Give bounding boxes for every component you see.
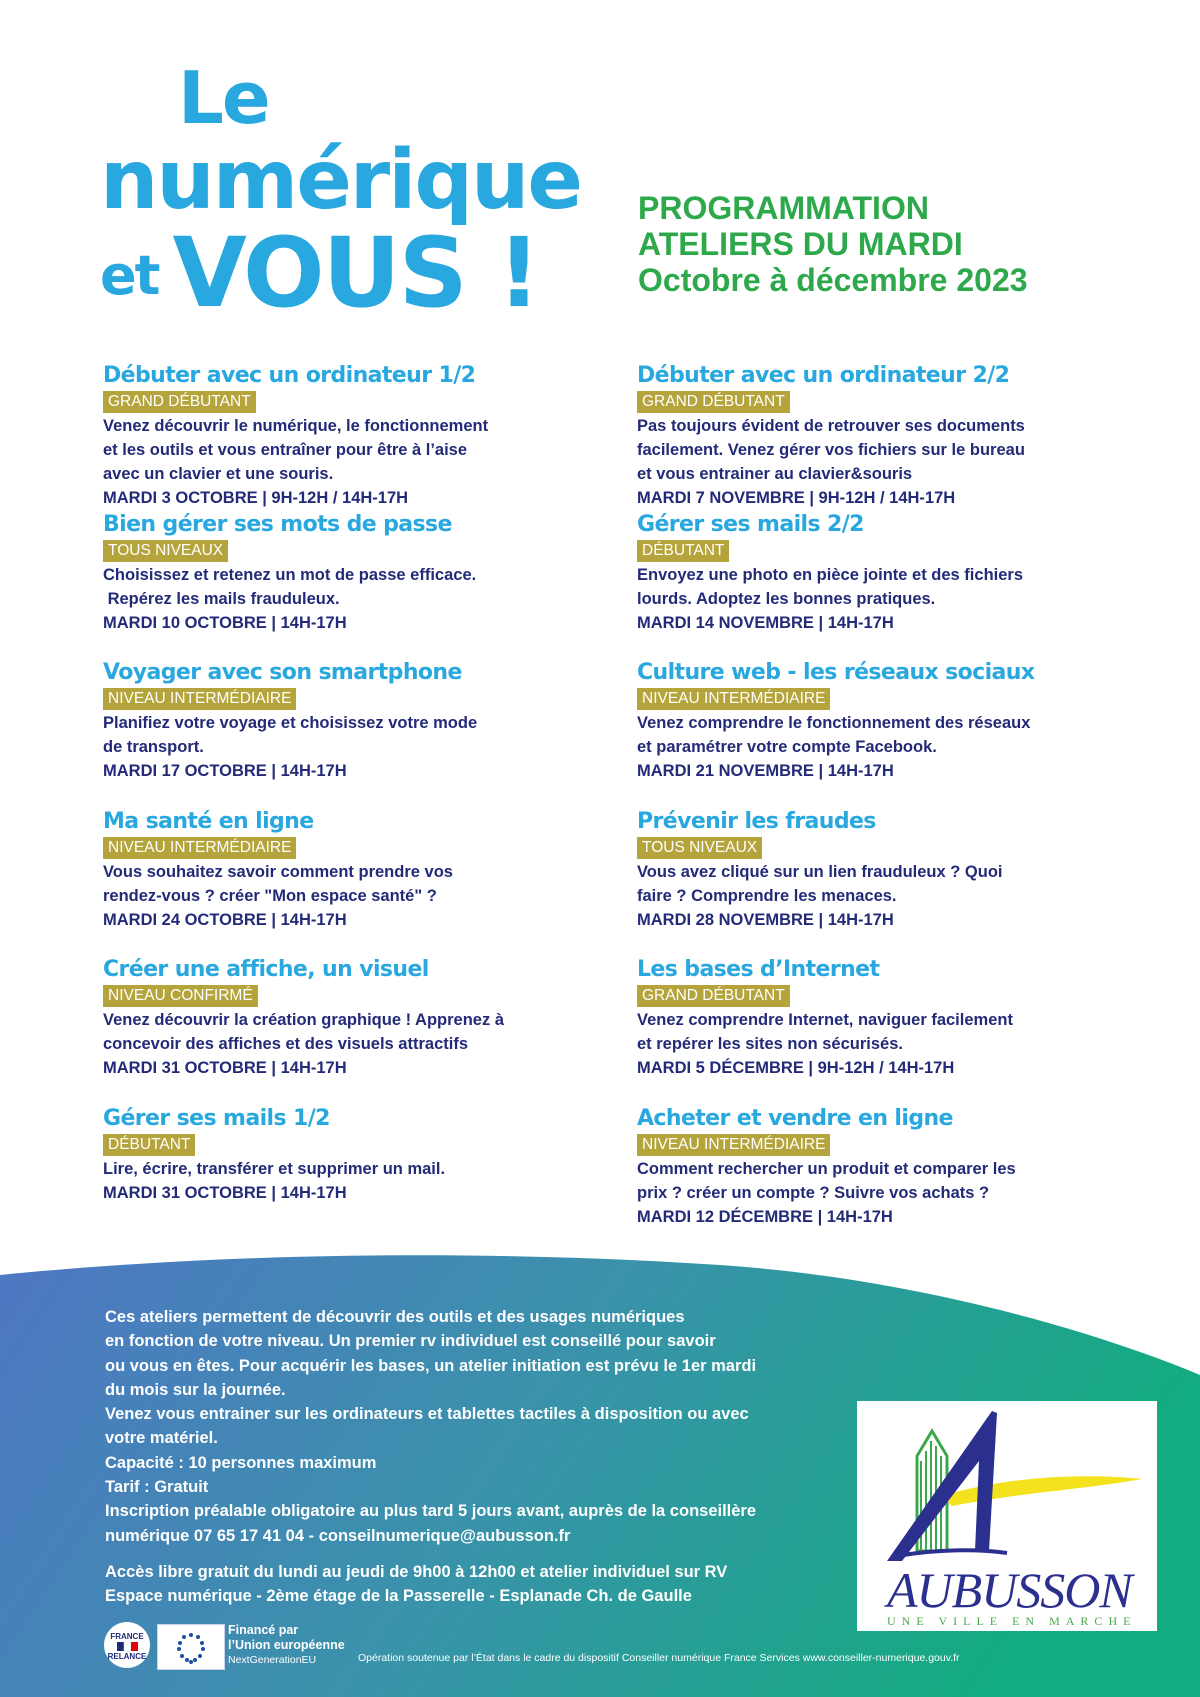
access-info [105,1560,727,1609]
workshop-card [103,1105,573,1254]
workshop-title: Gérer ses mails 2/2 [637,511,864,537]
info-line: Venez vous entrainer sur les ordinateurs et tablettes tactiles à disposition ou avec [105,1405,749,1424]
france-relance-line: RELANCE [107,1652,147,1661]
workshop-description [637,1008,1107,1056]
description-line: Comment rechercher un produit et comparer les [637,1159,1016,1178]
level-badge: GRAND DÉBUTANT [637,985,790,1007]
workshop-date: MARDI 10 OCTOBRE | 14H-17H [103,613,347,632]
description-line: Venez comprendre le fonctionnement des réseaux [637,714,1031,732]
programme-line-1: PROGRAMMATION [638,190,929,226]
workshop-card [637,1105,1107,1254]
workshop-title: Prévenir les fraudes [637,808,876,834]
level-badge: TOUS NIVEAUX [103,540,228,562]
info-line: Tarif : Gratuit [105,1478,209,1497]
workshop-title: Créer une affiche, un visuel [103,957,429,982]
workshop-date: MARDI 28 NOVEMBRE | 14H-17H [637,910,894,929]
workshop-card [637,511,1107,660]
workshop-title: Gérer ses mails 1/2 [103,1105,330,1131]
level-badge: NIVEAU INTERMÉDIAIRE [637,1134,830,1156]
workshop-title: Bien gérer ses mots de passe [103,511,452,537]
description-line: et les outils et vous entraîner pour être à l’aise [103,441,468,459]
programme-line-2: ATELIERS DU MARDI [638,226,963,262]
workshop-description [103,1157,573,1181]
workshop-card [637,808,1107,957]
hero-line-1: Le [178,56,269,140]
level-badge: GRAND DÉBUTANT [637,391,790,413]
eu-line: l’Union européenne [228,1638,345,1652]
description-line: Venez découvrir la création graphique ! Apprenez à [103,1011,504,1029]
level-badge: TOUS NIVEAUX [637,837,762,859]
workshop-card [637,659,1107,808]
aubusson-logo [857,1401,1157,1631]
workshop-description [637,1157,1107,1205]
description-line: et repérer les sites non sécurisés. [637,1035,903,1053]
description-line: Venez comprendre Internet, naviguer facilement [637,1011,1013,1029]
workshop-card [637,956,1107,1105]
access-line: Accès libre gratuit du lundi au jeudi de 9h00 à 12h00 et atelier individuel sur RV [105,1563,728,1581]
description-line: faire ? Comprendre les menaces. [637,886,897,905]
info-line: numérique 07 65 17 41 04 - conseilnumerique@aubusson.fr [105,1526,571,1545]
eu-funding-text [228,1623,345,1668]
workshop-date: MARDI 31 OCTOBRE | 14H-17H [103,1059,347,1077]
workshop-card [103,362,573,511]
level-badge: NIVEAU INTERMÉDIAIRE [637,688,830,710]
info-line: du mois sur la journée. [105,1380,286,1399]
eu-line: Financé par [228,1623,299,1637]
workshop-title: Débuter avec un ordinateur 2/2 [637,363,1010,388]
workshop-card [103,808,573,957]
level-badge: NIVEAU INTERMÉDIAIRE [103,837,296,859]
workshop-title: Voyager avec son smartphone [103,660,462,685]
info-line: Ces ateliers permettent de découvrir des outils et des usages numériques [105,1308,685,1326]
workshop-title: Culture web - les réseaux sociaux [637,660,1035,685]
workshop-date: MARDI 31 OCTOBRE | 14H-17H [103,1183,347,1202]
workshop-description [637,414,1107,486]
level-badge: DÉBUTANT [103,1134,195,1156]
workshop-description [103,563,573,611]
workshops-right-column [637,362,1107,1253]
level-badge: NIVEAU CONFIRMÉ [103,985,258,1007]
description-line: facilement. Venez gérer vos fichiers sur le bureau [637,441,1025,459]
workshop-description [103,711,573,759]
hero-vous: VOUS ! [172,217,539,329]
workshops-left-column [103,362,573,1253]
description-line: Venez découvrir le numérique, le fonctionnement [103,417,489,435]
description-line: Envoyez une photo en pièce jointe et des fichiers [637,565,1024,584]
workshop-description [103,860,573,908]
workshop-date: MARDI 5 DÉCEMBRE | 9H-12H / 14H-17H [637,1059,955,1077]
workshop-title: Ma santé en ligne [103,808,314,834]
description-line: Choisissez et retenez un mot de passe efficace. [103,565,477,584]
level-badge: DÉBUTANT [637,540,729,562]
description-line: avec un clavier et une souris. [103,465,334,483]
description-line: Vous avez cliqué sur un lien frauduleux ? Quoi [637,862,1003,881]
access-line: Espace numérique - 2ème étage de la Passerelle - Esplanade Ch. de Gaulle [105,1587,692,1606]
workshop-description [103,1008,573,1056]
logo-tagline: UNE VILLE EN MARCHE [887,1614,1137,1628]
france-relance-line: FRANCE [110,1632,144,1641]
workshop-title: Les bases d’Internet [637,957,880,982]
hero-line-3 [100,218,539,328]
info-line: votre matériel. [105,1429,218,1448]
workshop-date: MARDI 21 NOVEMBRE | 14H-17H [637,762,894,780]
workshop-card [103,659,573,808]
france-relance-icon [104,1622,150,1668]
workshop-date: MARDI 3 OCTOBRE | 9H-12H / 14H-17H [103,489,409,507]
workshop-title: Acheter et vendre en ligne [637,1105,953,1131]
info-line: ou vous en êtes. Pour acquérir les bases, un atelier initiation est prévu le 1er mardi [105,1356,757,1375]
hero-line-2: numérique [100,133,582,228]
workshop-date: MARDI 24 OCTOBRE | 14H-17H [103,910,347,929]
description-line: de transport. [103,738,204,756]
eu-line: NextGenerationEU [228,1654,317,1666]
level-badge: NIVEAU INTERMÉDIAIRE [103,688,296,710]
footer-mention: Opération soutenue par l’État dans le cadre du dispositif Conseiller numérique France Services www.conseiller-numerique.gouv.fr [358,1652,960,1664]
description-line: lourds. Adoptez les bonnes pratiques. [637,589,936,608]
workshop-date: MARDI 17 OCTOBRE | 14H-17H [103,762,347,780]
programme-line-3: Octobre à décembre 2023 [638,262,1028,298]
description-line: et vous entrainer au clavier&souris [637,465,913,483]
info-text [105,1305,845,1548]
workshop-description [637,563,1107,611]
workshop-description [637,711,1107,759]
info-line: Inscription préalable obligatoire au plus tard 5 jours avant, auprès de la conseillère [105,1502,757,1521]
workshop-card [103,511,573,660]
logo-name: AUBUSSON [887,1562,1132,1618]
france-relance-logo [104,1622,150,1668]
programme-heading [638,190,1028,298]
description-line: prix ? créer un compte ? Suivre vos achats ? [637,1183,990,1202]
info-line: en fonction de votre niveau. Un premier rv individuel est conseillé pour savoir [105,1332,716,1351]
description-line: Repérez les mails frauduleux. [103,589,340,608]
workshop-description [637,860,1107,908]
workshop-date: MARDI 7 NOVEMBRE | 9H-12H / 14H-17H [637,489,956,507]
workshop-date: MARDI 12 DÉCEMBRE | 14H-17H [637,1207,893,1226]
info-line: Capacité : 10 personnes maximum [105,1453,377,1472]
description-line: rendez-vous ? créer "Mon espace santé" ? [103,886,437,905]
hero-et: et [100,244,159,307]
description-line: Planifiez votre voyage et choisissez votre mode [103,714,478,732]
workshop-card [103,956,573,1105]
workshop-description [103,414,573,486]
level-badge: GRAND DÉBUTANT [103,391,256,413]
workshop-title: Débuter avec un ordinateur 1/2 [103,363,476,388]
description-line: Vous souhaitez savoir comment prendre vos [103,862,453,881]
description-line: Lire, écrire, transférer et supprimer un mail. [103,1159,446,1178]
description-line: et paramétrer votre compte Facebook. [637,738,937,756]
description-line: Pas toujours évident de retrouver ses documents [637,417,1025,435]
workshop-date: MARDI 14 NOVEMBRE | 14H-17H [637,613,894,632]
eu-flag-icon [157,1624,225,1670]
workshop-card [637,362,1107,511]
description-line: concevoir des affiches et des visuels attractifs [103,1035,468,1053]
